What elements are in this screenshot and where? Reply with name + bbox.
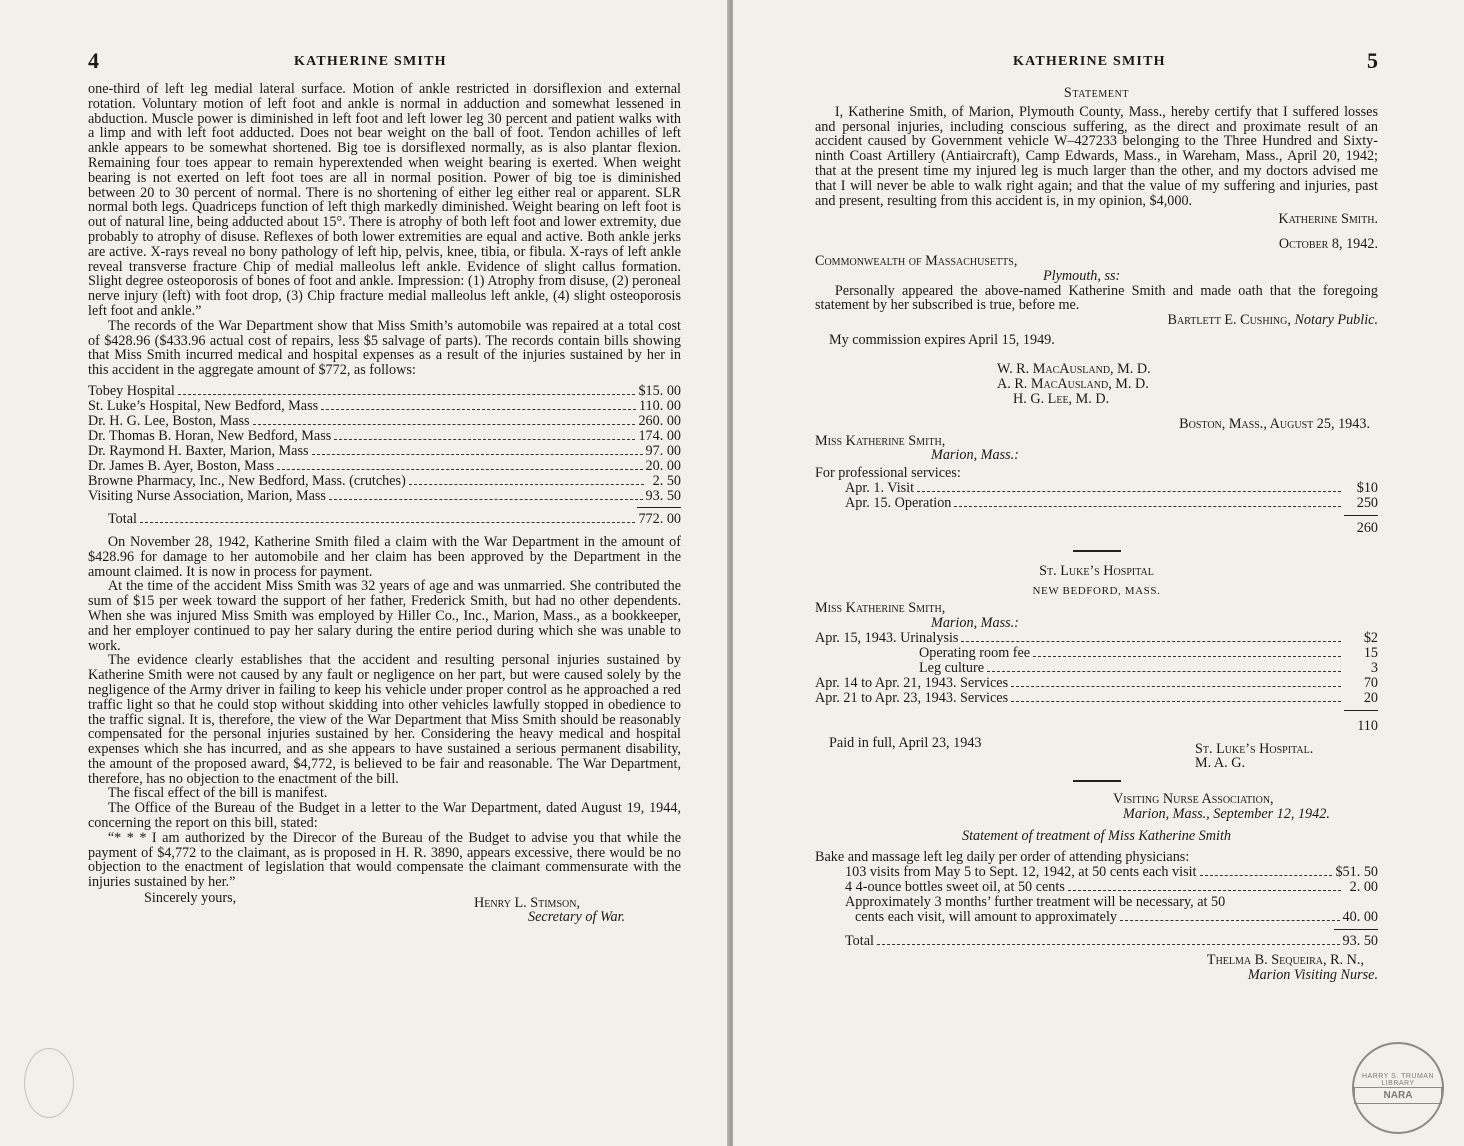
- signer-title: Secretary of War.: [528, 909, 626, 926]
- bill-row: Apr. 1. Visit $10: [845, 479, 1378, 496]
- budget-quote: “* * * I am authorized by the Direcor of the Bureau of the Budget to advise you that while the payment of $4,772 to the claimant, as is proposed in H. R. 3890, appears excessive, there would be no objection to the enactment of legislation that would compensate the claimant commensurate with the injuries sustained by her.”: [88, 829, 681, 891]
- section-separator: [1073, 550, 1121, 552]
- claim-paragraph: On November 28, 1942, Katherine Smith filed a claim with the War Department in the amount of $428.96 for damage to her automobile and her claim has been approved by the Department in the amount claimed. It is now in process for payment.: [88, 533, 681, 580]
- signer-name: Henry L. Stimson,: [474, 895, 580, 912]
- bill-row: Leg culture 3: [919, 659, 1378, 676]
- vna-row: cents each visit, will amount to approximately 40. 00: [855, 908, 1378, 925]
- expense-row: Tobey Hospital $15. 00: [88, 382, 681, 399]
- expense-row: Browne Pharmacy, Inc., New Bedford, Mass. (crutches) 2. 50: [88, 472, 681, 489]
- fiscal-paragraph: The fiscal effect of the bill is manifest.: [107, 785, 328, 802]
- bill1-total: 260: [1356, 519, 1378, 536]
- library-stamp: [1352, 1042, 1444, 1134]
- bill-row: Apr. 15. Operation 250: [845, 494, 1378, 511]
- bill-row: Apr. 15, 1943. Urinalysis $2: [815, 629, 1378, 646]
- notary-line: [815, 313, 1378, 328]
- bill-row: Apr. 21 to Apr. 23, 1943. Services 20: [815, 689, 1378, 706]
- total-rule: [1344, 710, 1378, 711]
- nurse-title: Marion Visiting Nurse.: [1247, 966, 1378, 983]
- hospital-initials: M. A. G.: [1195, 754, 1246, 771]
- expense-total-row: Total 772. 00: [108, 510, 681, 527]
- evidence-paragraph: The evidence clearly establishes that the accident and resulting personal injuries sustained by Katherine Smith were not caused by any fault or negligence on her part, but were caused solely by the negligence of the Army driver in failing to keep his vehicle under proper control as he approached a red traffic light so that he could stop without skidding into other vehicles lawfully stopped in obedience to the traffic signal. It is, therefore, the view of the War Department that Miss Smith should be reasonably compensated for the personal injuries sustained by her. Considering the heavy medical and hospital expenses which she has incurred, and as she appears to have sustained a serious permanent disability, the amount of the proposed award, $4,772, is believed to be fair and reasonable. The War Department, therefore, has no objection to the enactment of the bill.: [88, 652, 681, 787]
- vna-items: [815, 865, 1378, 925]
- hospital-city: NEW BEDFORD, MASS.: [1032, 584, 1161, 597]
- expense-row: Dr. James B. Ayer, Boston, Mass 20. 00: [88, 457, 681, 474]
- vna-place-date: Marion, Mass., September 12, 1942.: [1123, 805, 1330, 822]
- bureau-paragraph: The Office of the Bureau of the Budget in a letter to the War Department, dated August 19, 1944, concerning the report on this bill, stated:: [88, 800, 681, 832]
- running-head: KATHERINE SMITH: [294, 54, 447, 69]
- bill2-total: 110: [1357, 717, 1378, 734]
- vna-total-row: Total 93. 50: [845, 932, 1378, 949]
- bill1-for: For professional services:: [815, 465, 961, 482]
- expense-list: [88, 384, 681, 527]
- commission-line: My commission expires April 15, 1949.: [829, 331, 1055, 348]
- age-paragraph: At the time of the accident Miss Smith was 32 years of age and was unmarried. She contributed the sum of $15 per week toward the support of her father, Frederick Smith, but had no other dependents. When she was injured Miss Smith was employed by Hiller Co., Inc., Marion, Mass., as a bookkeeper, and her employer continued to pay her salary during the entire period during which she was unable to work.: [88, 578, 681, 654]
- oath-text: Personally appeared the above-named Katherine Smith and made oath that the foregoing statement by her subscribed is true, before me.: [815, 282, 1378, 314]
- page-4: [0, 0, 729, 1146]
- commonwealth: Commonwealth of Massachusetts,: [815, 252, 1018, 269]
- nurse-name: Thelma B. Sequeira, R. N.,: [1206, 951, 1364, 968]
- bill2-items: [815, 631, 1378, 706]
- vna-row: 4 4-ounce bottles sweet oil, at 50 cents 2. 00: [845, 878, 1378, 895]
- expense-row: Dr. H. G. Lee, Boston, Mass 260. 00: [88, 412, 681, 429]
- paid-text: Paid in full, April 23, 1943: [829, 734, 982, 751]
- faint-stamp-mark: [24, 1048, 74, 1118]
- vna-heading: Statement of treatment of Miss Katherine Smith: [961, 828, 1231, 845]
- statement-signature: Katherine Smith.: [1278, 211, 1378, 228]
- stamp-inner-text: NARA: [1354, 1087, 1442, 1104]
- notary-title: Notary Public.: [1294, 312, 1378, 329]
- page-body: [815, 86, 1378, 982]
- medical-report-continued: one-third of left leg medial lateral surface. Motion of ankle restricted in dorsiflexion and external rotation. Voluntary motion of left foot and ankle is normal in adduction and somewhat lessened in abduction. Muscle power is diminished in left foot and left lower leg 30 percent and patient walks with a limp and with left foot adducted. Does not bear weight on the ball of foot. Tendon achilles of left ankle appears to be somewhat shortened. Big toe is dorsiflexed normally, as is also plantar flexion. Remaining four toes appear to remain hyperextended when weight bearing is exerted. When weight bearing is not exerted on left foot toes are all in normal position. Power of big toe is diminished between 20 to 30 percent of normal. There is no shortening of either leg either real or apparent. SLR normal both legs. Quadriceps function of left thigh markedly diminished. Weight bearing on left foot is out of natural line, being adducted about 15°. There is atrophy of both left foot and lower extremity, due probably to atrophy of disuse. Reflexes of both lower extremities are equal and active. Both ankle jerks are active. X-rays reveal no bony pathology of left hip, pelvis, knee, tibia, or fibula. X-rays of left ankle reveal transverse fracture Chip of medial malleolus left ankle. Evidence of slight callus formation. Slight degree osteoporosis of bones of foot and ankle. Impression: (1) Atrophy from disuse, (2) peroneal nerve injury (left) with foot drop, (3) Chip fracture medial malleolus left ankle, (4) slight osteoporosis left foot and ankle.”: [88, 81, 681, 319]
- bill1-addressee: Miss Katherine Smith,: [815, 432, 946, 449]
- bill1-items: [815, 481, 1378, 511]
- page-header: [815, 48, 1378, 82]
- statement-heading: Statement: [1063, 85, 1130, 101]
- doctor-name: H. G. Lee, M. D.: [1013, 390, 1110, 407]
- vna-row: 103 visits from May 5 to Sept. 12, 1942, at 50 cents each visit $51. 50: [845, 863, 1378, 880]
- bill1-address: Marion, Mass.:: [931, 447, 1019, 464]
- section-separator: [1073, 780, 1121, 782]
- vna-intro: Bake and massage left leg daily per order of attending physicians:: [815, 849, 1190, 866]
- statement-text: I, Katherine Smith, of Marion, Plymouth County, Mass., hereby certify that I suffered losses and personal injuries, including conscious suffering, as the direct and proximate result of an accident caused by Government vehicle W–427233 belonging to the Three Hundred and Sixty-ninth Coast Artillery (Antiaircraft), Camp Edwards, Mass., in Wareham, Mass., April 20, 1942; that at the present time my injured leg is much larger than the other, and my doctors advised me that I will never be able to walk right again; and that the value of my suffering and injuries, past and present, resulting from this accident is, in my opinion, $4,000.: [815, 103, 1378, 209]
- paid-block: [815, 736, 1378, 772]
- bill-row: Operating room fee 15: [919, 644, 1378, 661]
- doctor-name: A. R. MacAusland, M. D.: [997, 375, 1149, 392]
- notary-name: Bartlett E. Cushing,: [1167, 312, 1291, 329]
- total-rule: [637, 507, 681, 508]
- bill1-place-date: Boston, Mass., A‍ugust 25, 1943.: [1179, 415, 1370, 432]
- expense-row: Dr. Thomas B. Horan, New Bedford, Mass 174. 00: [88, 427, 681, 444]
- page-body: [88, 81, 681, 926]
- doctor-name: W. R. MacAusland, M. D.: [997, 360, 1151, 377]
- bill2-address: Marion, Mass.:: [931, 615, 1019, 632]
- stamp-text: HARRY S. TRUMAN LIBRARY: [1361, 1072, 1435, 1087]
- stamp-content: [1354, 1073, 1442, 1104]
- expense-row: Dr. Raymond H. Baxter, Marion, Mass 97. 00: [88, 442, 681, 459]
- doctors-letterhead: [815, 362, 1378, 407]
- expense-row: Visiting Nurse Association, Marion, Mass 93. 50: [88, 487, 681, 504]
- hospital-name: St. Luke’s Hospital: [1039, 562, 1154, 579]
- records-paragraph: The records of the War Department show that Miss Smith’s automobile was repaired at a total cost of $428.96 ($433.96 actual cost of repairs, less $5 salvage of parts). The records contain bills showing that Miss Smith incurred medical and hospital expenses as a result of the injuries sustained by her in this accident in the aggregate amount of $772, as follows:: [88, 317, 681, 379]
- expense-row: St. Luke’s Hospital, New Bedford, Mass 110. 00: [88, 397, 681, 414]
- page-5: [733, 0, 1464, 1146]
- bill-row: Apr. 14 to Apr. 21, 1943. Services 70: [815, 674, 1378, 691]
- vna-future-line-1: Approximately 3 months’ further treatment will be necessary, at 50: [845, 893, 1226, 910]
- statement-date: October 8, 1942.: [1278, 236, 1378, 253]
- bill2-addressee: Miss Katherine Smith,: [815, 600, 946, 617]
- vna-name: Visiting Nurse Association,: [1113, 790, 1274, 807]
- page-header: [88, 48, 681, 82]
- page-number: 5: [1367, 48, 1378, 73]
- page-number: 4: [88, 48, 99, 73]
- total-rule: [1334, 929, 1378, 930]
- signature-block: [88, 890, 681, 926]
- hospital-signature: St. Luke’s Hospital.: [1195, 740, 1314, 757]
- closing: Sincerely yours,: [144, 890, 237, 907]
- total-rule: [1344, 515, 1378, 516]
- county: Plymouth, ss:: [1043, 267, 1121, 284]
- running-head: KATHERINE SMITH: [1013, 54, 1166, 69]
